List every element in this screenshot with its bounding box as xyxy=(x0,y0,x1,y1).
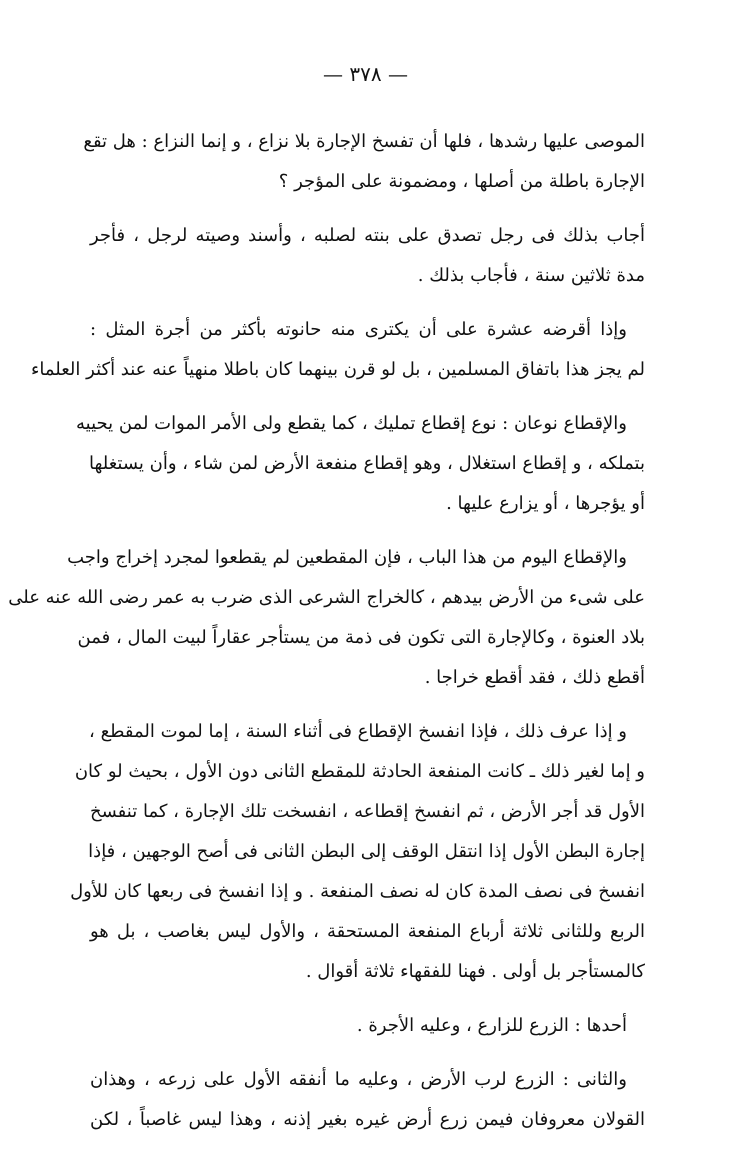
text-line: و إذا عرف ذلك ، فإذا انفسخ الإقطاع فى أثناء السنة ، إما لموت المقطع ، xyxy=(89,721,627,742)
text-line: أحدها : الزرع للزارع ، وعليه الأجرة . xyxy=(356,1015,627,1036)
text-line: و إما لغير ذلك ـ كانت المنفعة الحادثة للمقطع الثانى دون الأول ، بحيث لو كان xyxy=(74,761,645,782)
paragraph xyxy=(90,216,645,296)
paragraph xyxy=(30,310,645,390)
paragraph xyxy=(8,538,645,698)
text-line: الأول قد أجر الأرض ، ثم انفسخ إقطاعه ، انفسخت تلك الإجارة ، كما تنفسخ xyxy=(90,801,645,822)
paragraph xyxy=(70,712,645,992)
paragraph xyxy=(90,1006,645,1046)
text-line: الموصى عليها رشدها ، فلها أن تفسخ الإجارة بلا نزاع ، و إنما النزاع : هل تقع xyxy=(83,131,645,152)
page-number: — ٣٧٨ — xyxy=(323,62,408,86)
text-line: والإقطاع اليوم من هذا الباب ، فإن المقطعين لم يقطعوا لمجرد إخراج واجب xyxy=(67,547,627,568)
paragraph xyxy=(76,404,645,524)
body-text xyxy=(8,122,645,1154)
text-line: والثانى : الزرع لرب الأرض ، وعليه ما أنفقه الأول على زرعه ، وهذان xyxy=(90,1069,627,1090)
paragraph xyxy=(90,1060,645,1140)
text-line: بتملكه ، و إقطاع استغلال ، وهو إقطاع منفعة الأرض لمن شاء ، وأن يستغلها xyxy=(88,453,645,474)
text-line: وإذا أقرضه عشرة على أن يكترى منه حانوته بأكثر من أجرة المثل : xyxy=(90,319,627,340)
text-line: انفسخ فى نصف المدة كان له نصف المنفعة . و إذا انفسخ فى ربعها كان للأول xyxy=(70,881,645,902)
text-line: إجارة البطن الأول إذا انتقل الوقف إلى البطن الثانى فى أصح الوجهين ، فإذا xyxy=(88,841,645,862)
text-line: كالمستأجر بل أولى . فهنا للفقهاء ثلاثة أقوال . xyxy=(305,961,645,982)
text-line: الربع وللثانى ثلاثة أرباع المنفعة المستحقة ، والأول ليس بغاصب ، بل هو xyxy=(90,921,645,942)
text-line: أو يؤجرها ، أو يزارع عليها . xyxy=(446,493,645,514)
text-line: أجاب بذلك فى رجل تصدق على بنته لصلبه ، وأسند وصيته لرجل ، فأجر xyxy=(90,225,645,246)
text-line: أقطع ذلك ، فقد أقطع خراجا . xyxy=(424,667,645,688)
text-line: والإقطاع نوعان : نوع إقطاع تمليك ، كما يقطع ولى الأمر الموات لمن يحييه xyxy=(76,413,627,434)
text-line: القولان معروفان فيمن زرع أرض غيره بغير إذنه ، وهذا ليس غاصباً ، لكن xyxy=(90,1109,645,1130)
paragraph xyxy=(83,122,645,202)
text-line: الإجارة باطلة من أصلها ، ومضمونة على المؤجر ؟ xyxy=(278,171,645,192)
text-line: على شىء من الأرض بيدهم ، كالخراج الشرعى الذى ضرب به عمر رضى الله عنه على xyxy=(8,587,645,608)
text-line: مدة ثلاثين سنة ، فأجاب بذلك . xyxy=(417,265,645,286)
text-line: بلاد العنوة ، وكالإجارة التى تكون فى ذمة من يستأجر عقاراً لبيت المال ، فمن xyxy=(77,627,645,648)
text-line: لم يجز هذا باتفاق المسلمين ، بل لو قرن بينهما كان باطلا منهياً عنه عند أكثر العلماء xyxy=(30,359,645,380)
